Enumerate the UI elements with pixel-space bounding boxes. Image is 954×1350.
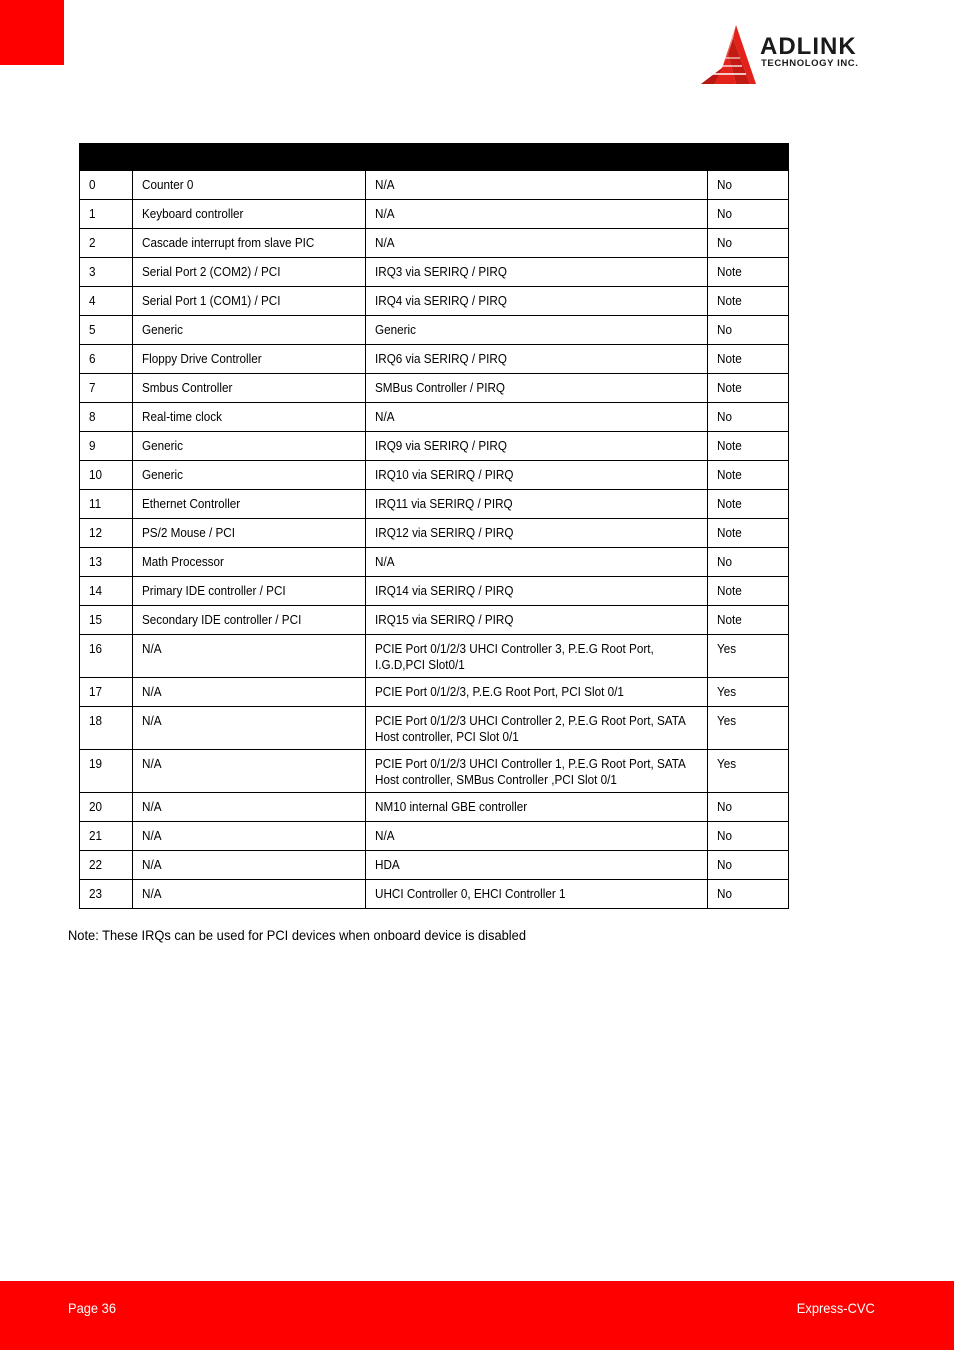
irq-device-cell: N/A — [133, 635, 366, 678]
table-row — [80, 490, 789, 519]
irq-number-cell: 0 — [80, 171, 133, 200]
irq-number-cell: 12 — [80, 519, 133, 548]
irq-shared-cell: Note — [708, 374, 789, 403]
table-row — [80, 461, 789, 490]
irq-number-cell: 1 — [80, 200, 133, 229]
irq-routing-cell: HDA — [366, 851, 708, 880]
irq-shared-cell: Note — [708, 490, 789, 519]
irq-shared-cell: No — [708, 200, 789, 229]
table-row — [80, 171, 789, 200]
irq-device-cell: Generic — [133, 461, 366, 490]
table-row — [80, 822, 789, 851]
irq-device-cell: N/A — [133, 851, 366, 880]
irq-device-cell: Real-time clock — [133, 403, 366, 432]
irq-shared-cell: No — [708, 793, 789, 822]
irq-table-header-cell — [80, 144, 133, 171]
table-row — [80, 635, 789, 678]
irq-table-header — [80, 144, 789, 171]
irq-shared-cell: No — [708, 171, 789, 200]
table-row — [80, 200, 789, 229]
irq-routing-cell: IRQ11 via SERIRQ / PIRQ — [366, 490, 708, 519]
table-row — [80, 229, 789, 258]
irq-routing-cell: SMBus Controller / PIRQ — [366, 374, 708, 403]
irq-shared-cell: No — [708, 548, 789, 577]
adlink-triangle-icon — [700, 24, 760, 86]
irq-routing-cell: N/A — [366, 171, 708, 200]
irq-number-cell: 20 — [80, 793, 133, 822]
irq-device-cell: Keyboard controller — [133, 200, 366, 229]
irq-routing-cell: N/A — [366, 822, 708, 851]
irq-device-cell: N/A — [133, 707, 366, 750]
table-row — [80, 793, 789, 822]
table-row — [80, 548, 789, 577]
irq-device-cell: N/A — [133, 880, 366, 909]
irq-shared-cell: Note — [708, 519, 789, 548]
irq-device-cell: Secondary IDE controller / PCI — [133, 606, 366, 635]
irq-routing-cell: IRQ12 via SERIRQ / PIRQ — [366, 519, 708, 548]
irq-number-cell: 11 — [80, 490, 133, 519]
table-row — [80, 258, 789, 287]
note-text: Note: These IRQs can be used for PCI devices when onboard device is disabled — [68, 927, 526, 943]
irq-routing-cell: IRQ9 via SERIRQ / PIRQ — [366, 432, 708, 461]
irq-number-cell: 8 — [80, 403, 133, 432]
irq-shared-cell: No — [708, 229, 789, 258]
irq-shared-cell: No — [708, 822, 789, 851]
table-row — [80, 707, 789, 750]
irq-shared-cell: No — [708, 880, 789, 909]
irq-routing-cell: IRQ6 via SERIRQ / PIRQ — [366, 345, 708, 374]
irq-shared-cell: Yes — [708, 678, 789, 707]
irq-device-cell: Primary IDE controller / PCI — [133, 577, 366, 606]
irq-device-cell: Generic — [133, 432, 366, 461]
irq-device-cell: PS/2 Mouse / PCI — [133, 519, 366, 548]
irq-device-cell: Generic — [133, 316, 366, 345]
irq-table-body — [80, 171, 789, 909]
table-row — [80, 287, 789, 316]
table-row — [80, 750, 789, 793]
irq-shared-cell: Note — [708, 606, 789, 635]
irq-shared-cell: Yes — [708, 750, 789, 793]
irq-number-cell: 13 — [80, 548, 133, 577]
irq-number-cell: 3 — [80, 258, 133, 287]
irq-number-cell: 16 — [80, 635, 133, 678]
irq-device-cell: N/A — [133, 678, 366, 707]
table-row — [80, 880, 789, 909]
irq-device-cell: N/A — [133, 750, 366, 793]
irq-routing-cell: Generic — [366, 316, 708, 345]
irq-routing-cell: N/A — [366, 403, 708, 432]
table-row — [80, 345, 789, 374]
logo-tagline-text: TECHNOLOGY INC. — [761, 58, 859, 69]
irq-device-cell: Floppy Drive Controller — [133, 345, 366, 374]
irq-routing-cell: IRQ10 via SERIRQ / PIRQ — [366, 461, 708, 490]
irq-number-cell: 22 — [80, 851, 133, 880]
table-row — [80, 432, 789, 461]
table-row — [80, 851, 789, 880]
irq-shared-cell: Yes — [708, 707, 789, 750]
irq-number-cell: 5 — [80, 316, 133, 345]
irq-device-cell: Smbus Controller — [133, 374, 366, 403]
irq-device-cell: Counter 0 — [133, 171, 366, 200]
table-row — [80, 519, 789, 548]
irq-shared-cell: Note — [708, 461, 789, 490]
irq-routing-cell: IRQ14 via SERIRQ / PIRQ — [366, 577, 708, 606]
irq-device-cell: Cascade interrupt from slave PIC — [133, 229, 366, 258]
irq-number-cell: 17 — [80, 678, 133, 707]
irq-number-cell: 10 — [80, 461, 133, 490]
table-row — [80, 606, 789, 635]
irq-number-cell: 19 — [80, 750, 133, 793]
irq-number-cell: 21 — [80, 822, 133, 851]
irq-routing-cell: IRQ4 via SERIRQ / PIRQ — [366, 287, 708, 316]
irq-routing-cell: IRQ15 via SERIRQ / PIRQ — [366, 606, 708, 635]
irq-table-header-cell — [133, 144, 366, 171]
irq-number-cell: 23 — [80, 880, 133, 909]
table-row — [80, 678, 789, 707]
irq-shared-cell: No — [708, 316, 789, 345]
irq-table-header-cell — [366, 144, 708, 171]
irq-shared-cell: Note — [708, 432, 789, 461]
irq-shared-cell: Yes — [708, 635, 789, 678]
table-row — [80, 577, 789, 606]
irq-routing-cell: IRQ3 via SERIRQ / PIRQ — [366, 258, 708, 287]
irq-shared-cell: No — [708, 851, 789, 880]
irq-shared-cell: Note — [708, 577, 789, 606]
irq-table — [79, 143, 789, 909]
irq-routing-cell: PCIE Port 0/1/2/3, P.E.G Root Port, PCI Slot 0/1 — [366, 678, 708, 707]
irq-routing-cell: UHCI Controller 0, EHCI Controller 1 — [366, 880, 708, 909]
irq-number-cell: 15 — [80, 606, 133, 635]
footer-page-number: Page 36 — [68, 1300, 116, 1316]
irq-number-cell: 4 — [80, 287, 133, 316]
irq-routing-cell: PCIE Port 0/1/2/3 UHCI Controller 3, P.E.G Root Port, I.G.D,PCI Slot0/1 — [366, 635, 708, 678]
table-row — [80, 374, 789, 403]
irq-shared-cell: Note — [708, 258, 789, 287]
irq-shared-cell: Note — [708, 287, 789, 316]
irq-device-cell: N/A — [133, 822, 366, 851]
irq-routing-cell: N/A — [366, 200, 708, 229]
irq-routing-cell: N/A — [366, 548, 708, 577]
table-row — [80, 403, 789, 432]
irq-number-cell: 7 — [80, 374, 133, 403]
footer-product-name: Express-CVC — [796, 1300, 875, 1316]
irq-device-cell: Ethernet Controller — [133, 490, 366, 519]
irq-routing-cell: PCIE Port 0/1/2/3 UHCI Controller 1, P.E.G Root Port, SATA Host controller, SMBus Controller ,PCI Slot 0/1 — [366, 750, 708, 793]
irq-device-cell: Serial Port 2 (COM2) / PCI — [133, 258, 366, 287]
corner-accent-block — [0, 0, 64, 65]
irq-number-cell: 18 — [80, 707, 133, 750]
irq-shared-cell: Note — [708, 345, 789, 374]
irq-routing-cell: NM10 internal GBE controller — [366, 793, 708, 822]
irq-device-cell: Serial Port 1 (COM1) / PCI — [133, 287, 366, 316]
irq-device-cell: Math Processor — [133, 548, 366, 577]
irq-table-header-cell — [708, 144, 789, 171]
logo-brand-text: ADLINK — [760, 33, 857, 60]
irq-number-cell: 9 — [80, 432, 133, 461]
table-row — [80, 316, 789, 345]
irq-number-cell: 6 — [80, 345, 133, 374]
irq-number-cell: 14 — [80, 577, 133, 606]
irq-shared-cell: No — [708, 403, 789, 432]
irq-number-cell: 2 — [80, 229, 133, 258]
irq-routing-cell: PCIE Port 0/1/2/3 UHCI Controller 2, P.E.G Root Port, SATA Host controller, PCI Slot 0/1 — [366, 707, 708, 750]
adlink-logo — [700, 24, 890, 86]
irq-routing-cell: N/A — [366, 229, 708, 258]
irq-device-cell: N/A — [133, 793, 366, 822]
